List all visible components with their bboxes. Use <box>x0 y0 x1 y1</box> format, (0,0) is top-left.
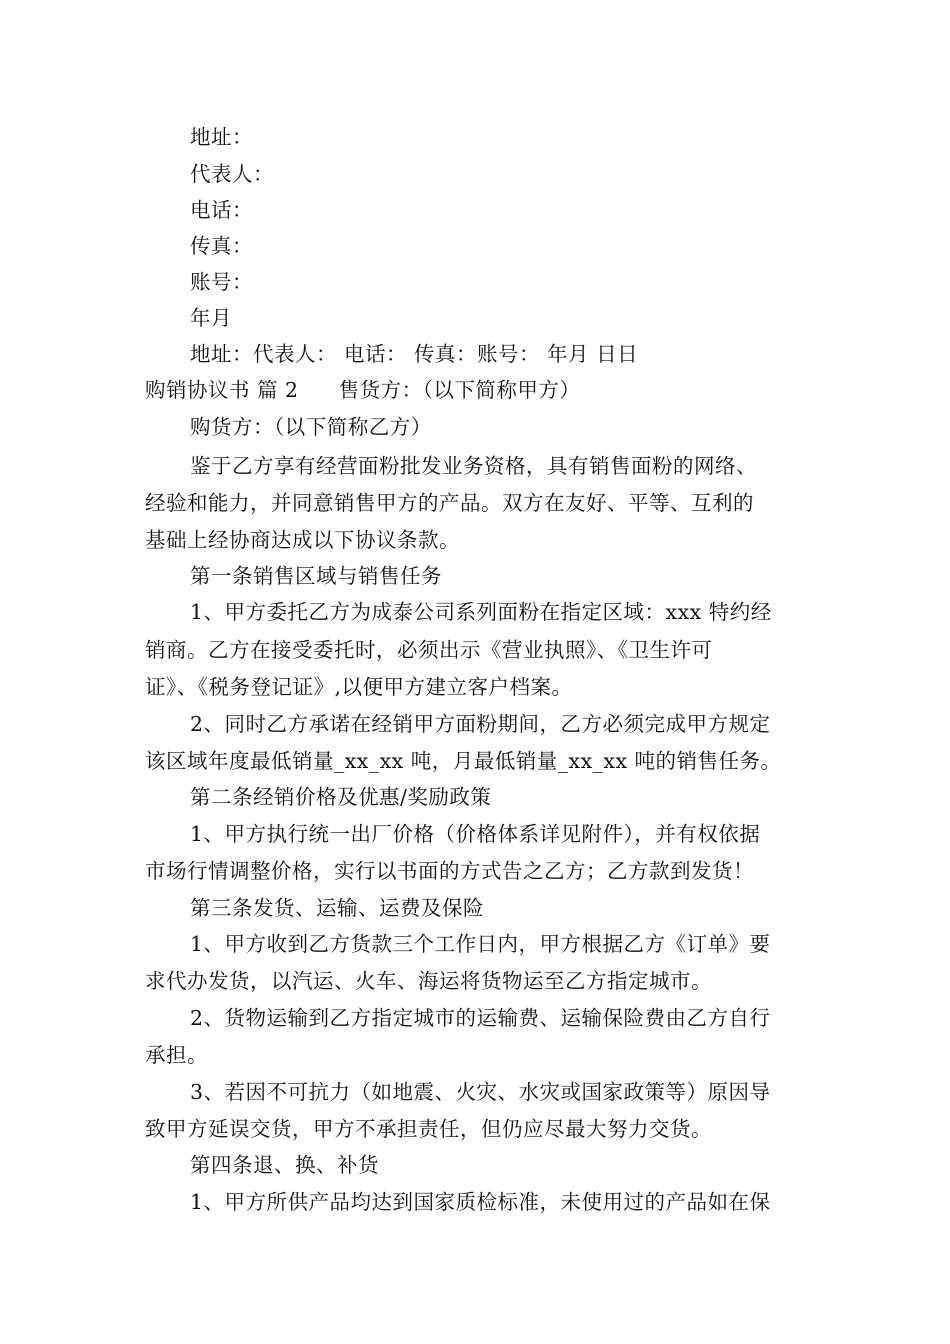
paragraph-line: 证》、《税务登记证》,以便甲方建立客户档案。 <box>145 675 573 699</box>
date-line: 年月 <box>190 306 232 330</box>
article-heading: 第一条销售区域与销售任务 <box>190 564 442 588</box>
paragraph-line: 1、甲方收到乙方货款三个工作日内，甲方根据乙方《订单》要 <box>190 932 771 956</box>
paragraph-line: 3、若因不可抗力（如地震、火灾、水灾或国家政策等）原因导 <box>190 1080 771 1104</box>
paragraph-line: 基础上经协商达成以下协议条款。 <box>145 528 460 552</box>
paragraph-line: 致甲方延误交货，甲方不承担责任，但仍应尽最大努力交货。 <box>145 1117 712 1141</box>
account-line: 账号： <box>190 270 253 294</box>
paragraph-line: 销商。乙方在接受委托时，必须出示《营业执照》、《卫生许可 <box>145 638 713 662</box>
seller-line: 售货方：（以下简称甲方） <box>338 378 581 402</box>
paragraph-line: 2、同时乙方承诺在经销甲方面粉期间，乙方必须完成甲方规定 <box>190 712 771 736</box>
article-heading: 第四条退、换、补货 <box>190 1153 379 1177</box>
paragraph-line: 2、货物运输到乙方指定城市的运输费、运输保险费由乙方自行 <box>190 1006 771 1030</box>
paragraph-line: 经验和能力，并同意销售甲方的产品。双方在友好、平等、互利的 <box>145 491 754 515</box>
representative-line: 代表人： <box>190 162 274 186</box>
paragraph-line: 1、甲方执行统一出厂价格（价格体系详见附件），并有权依据 <box>190 822 761 846</box>
paragraph-line: 鉴于乙方享有经营面粉批发业务资格，具有销售面粉的网络、 <box>190 454 757 478</box>
paragraph-line: 求代办发货，以汽运、火车、海运将货物运至乙方指定城市。 <box>145 969 712 993</box>
address-line: 地址： <box>190 125 253 149</box>
article-heading: 第二条经销价格及优惠/奖励政策 <box>190 785 492 809</box>
article-heading: 第三条发货、运输、运费及保险 <box>190 896 484 920</box>
paragraph-line: 承担。 <box>145 1043 208 1067</box>
party-info-line: 地址：代表人： 电话： 传真：账号： 年月 日日 <box>190 342 639 366</box>
buyer-line: 购货方：（以下简称乙方） <box>190 415 432 439</box>
phone-line: 电话： <box>190 198 253 222</box>
section-heading: 购销协议书 篇 2 <box>145 378 299 402</box>
paragraph-line: 1、甲方所供产品均达到国家质检标准，未使用过的产品如在保 <box>190 1190 771 1214</box>
fax-line: 传真： <box>190 234 253 258</box>
heading-line <box>145 376 810 404</box>
paragraph-line: 该区域年度最低销量_xx_xx 吨，月最低销量_xx_xx 吨的销售任务。 <box>145 749 782 773</box>
paragraph-line: 市场行情调整价格，实行以书面的方式告之乙方；乙方款到发货！ <box>145 859 754 883</box>
paragraph-line: 1、甲方委托乙方为成泰公司系列面粉在指定区域：xxx 特约经 <box>190 600 772 624</box>
